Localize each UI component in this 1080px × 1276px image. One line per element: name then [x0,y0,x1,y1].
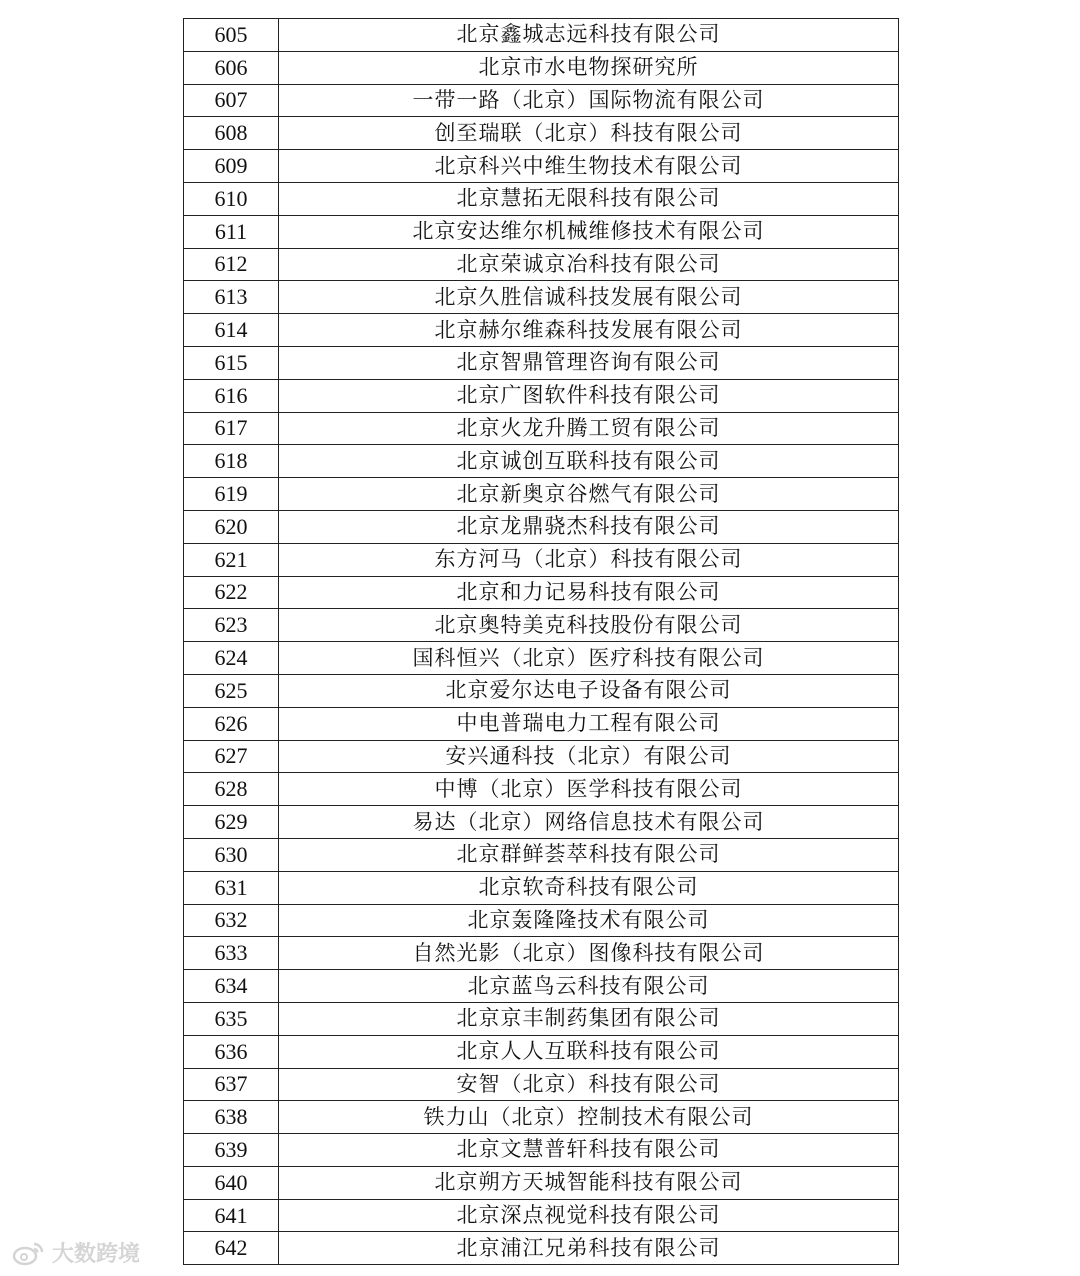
row-number-cell: 632 [184,904,279,937]
company-name-cell: 北京浦江兄弟科技有限公司 [279,1232,899,1265]
weibo-logo-icon [12,1240,46,1266]
table-row [184,346,899,379]
row-number-cell: 625 [184,674,279,707]
company-name-cell: 中博（北京）医学科技有限公司 [279,773,899,806]
table-row [184,609,899,642]
row-number-cell: 622 [184,576,279,609]
row-number-cell: 629 [184,806,279,839]
row-number-cell: 614 [184,314,279,347]
table-row [184,904,899,937]
table-row [184,707,899,740]
table-row [184,740,899,773]
table-row [184,543,899,576]
company-name-cell: 北京爱尔达电子设备有限公司 [279,674,899,707]
row-number-cell: 631 [184,871,279,904]
company-name-cell: 北京火龙升腾工贸有限公司 [279,412,899,445]
table-row [184,773,899,806]
row-number-cell: 623 [184,609,279,642]
row-number-cell: 620 [184,510,279,543]
table-row [184,937,899,970]
row-number-cell: 637 [184,1068,279,1101]
table-row [184,314,899,347]
table-row [184,674,899,707]
table-row [184,1068,899,1101]
row-number-cell: 618 [184,445,279,478]
row-number-cell: 615 [184,346,279,379]
row-number-cell: 626 [184,707,279,740]
company-name-cell: 北京鑫城志远科技有限公司 [279,19,899,52]
row-number-cell: 621 [184,543,279,576]
company-name-cell: 东方河马（北京）科技有限公司 [279,543,899,576]
company-name-cell: 北京久胜信诚科技发展有限公司 [279,281,899,314]
table-row [184,1232,899,1265]
table-row [184,51,899,84]
company-name-cell: 自然光影（北京）图像科技有限公司 [279,937,899,970]
row-number-cell: 624 [184,642,279,675]
table-row [184,445,899,478]
row-number-cell: 605 [184,19,279,52]
row-number-cell: 612 [184,248,279,281]
table-row [184,1166,899,1199]
table-row [184,576,899,609]
table-row [184,412,899,445]
table-row [184,281,899,314]
table-row [184,379,899,412]
company-name-cell: 北京朔方天城智能科技有限公司 [279,1166,899,1199]
row-number-cell: 628 [184,773,279,806]
table-row [184,642,899,675]
row-number-cell: 635 [184,1002,279,1035]
company-name-cell: 北京诚创互联科技有限公司 [279,445,899,478]
row-number-cell: 642 [184,1232,279,1265]
row-number-cell: 641 [184,1199,279,1232]
company-name-cell: 中电普瑞电力工程有限公司 [279,707,899,740]
company-name-cell: 北京轰隆隆技术有限公司 [279,904,899,937]
company-name-cell: 国科恒兴（北京）医疗科技有限公司 [279,642,899,675]
row-number-cell: 633 [184,937,279,970]
table-body [184,19,899,1265]
row-number-cell: 607 [184,84,279,117]
watermark-text: 大数跨境 [52,1242,141,1267]
company-name-cell: 北京群鲜荟萃科技有限公司 [279,838,899,871]
table-row [184,838,899,871]
table-row [184,1002,899,1035]
row-number-cell: 611 [184,215,279,248]
row-number-cell: 609 [184,150,279,183]
company-name-cell: 北京科兴中维生物技术有限公司 [279,150,899,183]
table-row [184,1134,899,1167]
company-name-cell: 铁力山（北京）控制技术有限公司 [279,1101,899,1134]
company-list-table-wrapper [183,18,896,1265]
row-number-cell: 617 [184,412,279,445]
row-number-cell: 638 [184,1101,279,1134]
company-name-cell: 北京和力记易科技有限公司 [279,576,899,609]
company-name-cell: 北京赫尔维森科技发展有限公司 [279,314,899,347]
row-number-cell: 616 [184,379,279,412]
company-name-cell: 北京智鼎管理咨询有限公司 [279,346,899,379]
table-row [184,806,899,839]
table-row [184,871,899,904]
company-name-cell: 创至瑞联（北京）科技有限公司 [279,117,899,150]
company-name-cell: 北京安达维尔机械维修技术有限公司 [279,215,899,248]
company-name-cell: 北京京丰制药集团有限公司 [279,1002,899,1035]
table-row [184,510,899,543]
company-name-cell: 北京慧拓无限科技有限公司 [279,182,899,215]
company-name-cell: 北京人人互联科技有限公司 [279,1035,899,1068]
table-row [184,478,899,511]
company-name-cell: 北京软奇科技有限公司 [279,871,899,904]
company-list-table [183,18,899,1265]
table-row [184,1035,899,1068]
company-name-cell: 北京荣诚京冶科技有限公司 [279,248,899,281]
row-number-cell: 630 [184,838,279,871]
row-number-cell: 606 [184,51,279,84]
company-name-cell: 安兴通科技（北京）有限公司 [279,740,899,773]
company-name-cell: 北京广图软件科技有限公司 [279,379,899,412]
row-number-cell: 619 [184,478,279,511]
row-number-cell: 634 [184,970,279,1003]
table-row [184,182,899,215]
company-name-cell: 安智（北京）科技有限公司 [279,1068,899,1101]
row-number-cell: 640 [184,1166,279,1199]
company-name-cell: 北京文慧普轩科技有限公司 [279,1134,899,1167]
row-number-cell: 639 [184,1134,279,1167]
company-name-cell: 北京深点视觉科技有限公司 [279,1199,899,1232]
company-name-cell: 一带一路（北京）国际物流有限公司 [279,84,899,117]
table-row [184,1101,899,1134]
row-number-cell: 627 [184,740,279,773]
table-row [184,215,899,248]
table-row [184,150,899,183]
table-row [184,19,899,52]
row-number-cell: 613 [184,281,279,314]
table-row [184,84,899,117]
watermark [12,1237,140,1268]
company-name-cell: 北京龙鼎骁杰科技有限公司 [279,510,899,543]
row-number-cell: 636 [184,1035,279,1068]
row-number-cell: 610 [184,182,279,215]
company-name-cell: 北京新奥京谷燃气有限公司 [279,478,899,511]
row-number-cell: 608 [184,117,279,150]
table-row [184,248,899,281]
company-name-cell: 北京蓝鸟云科技有限公司 [279,970,899,1003]
company-name-cell: 易达（北京）网络信息技术有限公司 [279,806,899,839]
company-name-cell: 北京奥特美克科技股份有限公司 [279,609,899,642]
table-row [184,1199,899,1232]
table-row [184,117,899,150]
table-row [184,970,899,1003]
company-name-cell: 北京市水电物探研究所 [279,51,899,84]
